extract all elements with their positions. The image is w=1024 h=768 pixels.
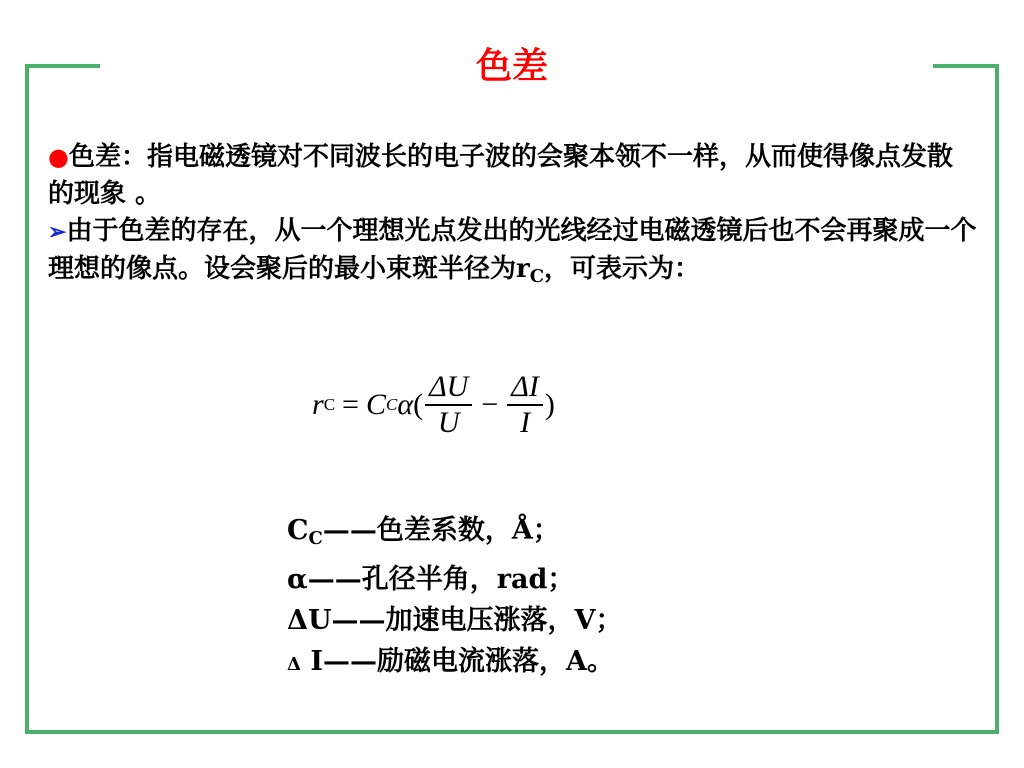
frame-left-rule xyxy=(25,64,29,734)
paragraph-definition xyxy=(48,138,978,213)
frame-top-left-rule xyxy=(25,64,100,68)
eq-fraction-voltage xyxy=(425,370,472,440)
eq-alpha: α xyxy=(397,388,414,421)
legend-row-alpha xyxy=(287,559,622,600)
description-tail: ，可表示为： xyxy=(544,254,701,284)
frame-right-rule xyxy=(995,64,999,734)
legend-row-delta-u xyxy=(287,600,622,641)
legend-alpha-symbol: α xyxy=(287,564,308,595)
chromatic-aberration-equation xyxy=(312,362,555,448)
eq-r-subscript: C xyxy=(323,395,336,414)
legend-row-cc xyxy=(287,510,622,559)
frame-bottom-rule xyxy=(25,730,999,734)
eq-frac2-numerator: ΔI xyxy=(511,370,539,403)
bullet-dot-icon: ● xyxy=(48,142,69,171)
legend-delta-i-delta: Δ xyxy=(287,654,301,675)
legend-delta-u-symbol: ΔU xyxy=(287,605,332,636)
legend-alpha-text: ——孔径半角，rad； xyxy=(307,564,575,595)
legend-cc-symbol: C xyxy=(287,515,309,546)
legend-delta-i-symbol: I xyxy=(300,646,323,677)
legend-row-delta-i xyxy=(287,641,622,685)
body-text xyxy=(48,138,978,295)
eq-left-paren: ( xyxy=(413,388,424,421)
eq-minus: − xyxy=(481,388,499,421)
eq-frac1-denominator: U xyxy=(437,406,460,439)
eq-equals: = xyxy=(342,388,359,421)
rc-subscript: C xyxy=(529,266,545,287)
description-text: 由于色差的存在，从一个理想光点发出的光线经过电磁透镜后也不会再聚成一个理想的像点。设会聚后的最小束斑半径为r xyxy=(48,216,977,284)
eq-frac2-denominator: I xyxy=(520,406,531,439)
legend-delta-u-text: ——加速电压涨落，V； xyxy=(331,605,623,636)
eq-frac1-numerator: ΔU xyxy=(429,370,469,403)
legend-cc-text: ——色差系数，Å； xyxy=(322,515,560,546)
frame-top-right-rule xyxy=(933,64,999,68)
legend-delta-i-text: ——励磁电流涨落，A。 xyxy=(323,646,614,677)
bullet-arrow-icon: ➢ xyxy=(48,219,67,245)
eq-C-subscript: C xyxy=(385,395,398,414)
paragraph-description xyxy=(48,213,978,295)
legend-cc-subscript: C xyxy=(308,528,323,549)
eq-right-paren: ) xyxy=(544,388,555,421)
definition-text: 色差：指电磁透镜对不同波长的电子波的会聚本领不一样，从而使得像点发散的现象 。 xyxy=(48,142,953,209)
symbol-legend xyxy=(287,510,622,685)
slide-title: 色差 xyxy=(475,45,548,87)
eq-fraction-current xyxy=(507,370,543,440)
eq-r: r xyxy=(312,388,324,421)
eq-C: C xyxy=(365,388,386,421)
